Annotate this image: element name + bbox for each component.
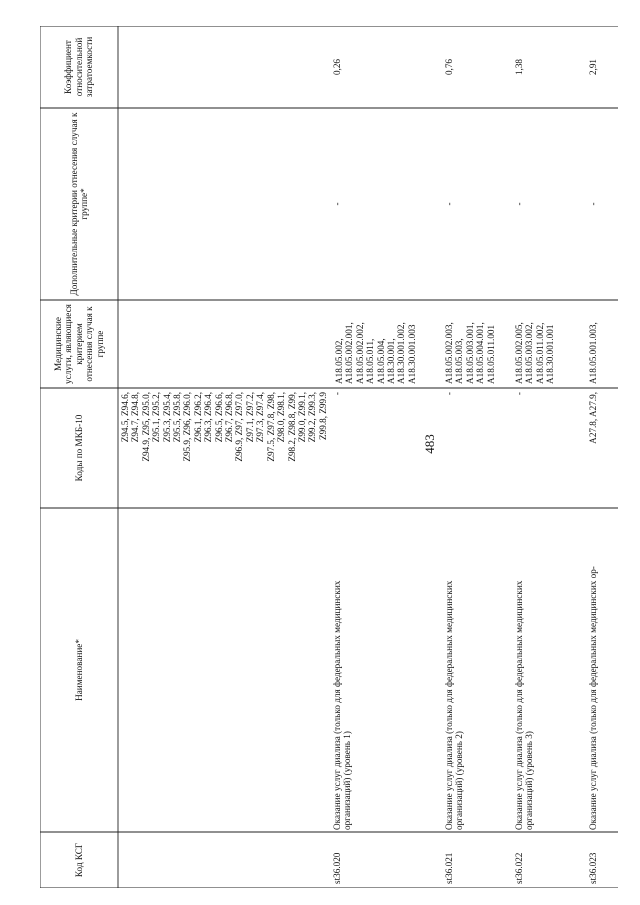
mkb-line: Z97.1, Z97.2, [244, 392, 255, 443]
service-code: A18.05.001.003, [588, 322, 598, 384]
mkb-line: Z99.0, Z99.1, [296, 392, 307, 443]
row-code: st36.022 [514, 852, 524, 884]
mkb-line: Z95.9, Z96, Z96.0, [182, 392, 193, 462]
service-code: A18.05.004, [375, 338, 386, 384]
mkb-line: Z94.7, Z94.8, [130, 392, 141, 443]
row-name: Оказание услуг диализа (только для федеральных медицинских организаций) (уровень 2) [444, 580, 465, 830]
service-code: A18.05.004.001, [475, 322, 486, 384]
mkb-line: Z96.1, Z96.2, [192, 392, 203, 443]
row-code: st36.023 [588, 852, 598, 884]
mkb-line: Z96.3, Z96.4, [203, 392, 214, 443]
header-extra: Дополнительные критерии отнесения случая к группе* [68, 112, 89, 296]
mkb-line: Z97.3, Z97.4, [255, 392, 266, 443]
service-code: A18.30.001.001 [545, 324, 556, 384]
page-number: 483 [422, 434, 437, 454]
row-name: Оказание услуг диализа (только для федеральных медицинских организаций) (уровень 1) [332, 580, 353, 830]
row-services [334, 306, 417, 384]
mkb-line: Z99.8, Z99.9 [317, 392, 328, 440]
row-mkb: - [444, 392, 454, 396]
row-extra: - [588, 202, 598, 206]
row-services [444, 306, 496, 384]
row-mkb: - [514, 392, 524, 396]
service-code: A18.05.002.002, [354, 322, 365, 384]
service-code: A18.05.003.001, [464, 322, 475, 384]
continued-mkb-list [120, 392, 328, 500]
service-code: A18.05.011.001 [485, 324, 496, 384]
row-mkb: A27.8, A27.9, [588, 392, 598, 444]
mkb-line: Z96.7, Z96.8, [224, 392, 235, 443]
mkb-line: Z94.5, Z94.6, [120, 392, 130, 443]
service-code: A18.05.003.002, [524, 322, 535, 384]
row-extra: - [444, 202, 454, 206]
row-code: st36.020 [332, 852, 342, 884]
service-code: A18.30.001.002, [396, 322, 407, 384]
header-name: Наименование* [73, 639, 84, 701]
row-coef: 2,91 [588, 58, 598, 76]
row-coef: 0,76 [444, 58, 454, 76]
mkb-line: Z98.2, Z98.8, Z99, [286, 392, 297, 462]
service-code: A18.30.001, [386, 338, 397, 384]
row-coef: 1,38 [514, 58, 524, 76]
row-name: Оказание услуг диализа (только для федеральных медицинских организаций) (уровень 3) [514, 580, 535, 830]
service-code: A18.05.002, [334, 338, 344, 384]
row-services [514, 306, 556, 384]
row-extra: - [332, 202, 342, 206]
row-services [588, 306, 598, 384]
service-code: A18.05.011, [365, 338, 376, 384]
mkb-line: Z97.5, Z97.8, Z98, [265, 392, 276, 462]
row-coef: 0,26 [332, 58, 342, 76]
mkb-line: Z98.0, Z98.1, [276, 392, 287, 443]
service-code: A18.05.002.001, [344, 322, 355, 384]
mkb-line: Z95.5, Z95.8, [172, 392, 183, 443]
header-mkb: Коды по МКБ-10 [73, 414, 84, 482]
mkb-line: Z95.1, Z95.2, [151, 392, 162, 443]
row-extra: - [514, 202, 524, 206]
service-code: A18.30.001.003 [406, 324, 417, 384]
header-coef: Коэффициент относительной затратоемкости [63, 36, 95, 98]
header-services: Медицинские услуги, являющиеся критерием отнесения случая к группе [52, 304, 105, 384]
service-code: A18.05.003, [454, 338, 465, 384]
mkb-line: Z94.9, Z95, Z95.0, [140, 392, 151, 462]
service-code: A18.05.011.002, [534, 322, 545, 384]
service-code: A18.05.002.003, [444, 322, 454, 384]
header-code: Код КСГ [73, 842, 84, 878]
mkb-line: Z99.2, Z99.3, [307, 392, 318, 443]
rotated-page [40, 26, 618, 888]
mkb-line: Z96.5, Z96.6, [213, 392, 224, 443]
mkb-line: Z96.9, Z97, Z97.0, [234, 392, 245, 462]
row-mkb: - [332, 392, 342, 396]
service-code: A18.05.002.005, [514, 322, 524, 384]
row-code: st36.021 [444, 852, 454, 884]
row-name: Оказание услуг диализа (только для федеральных медицинских ор- [588, 566, 598, 830]
mkb-line: Z95.3, Z95.4, [161, 392, 172, 443]
